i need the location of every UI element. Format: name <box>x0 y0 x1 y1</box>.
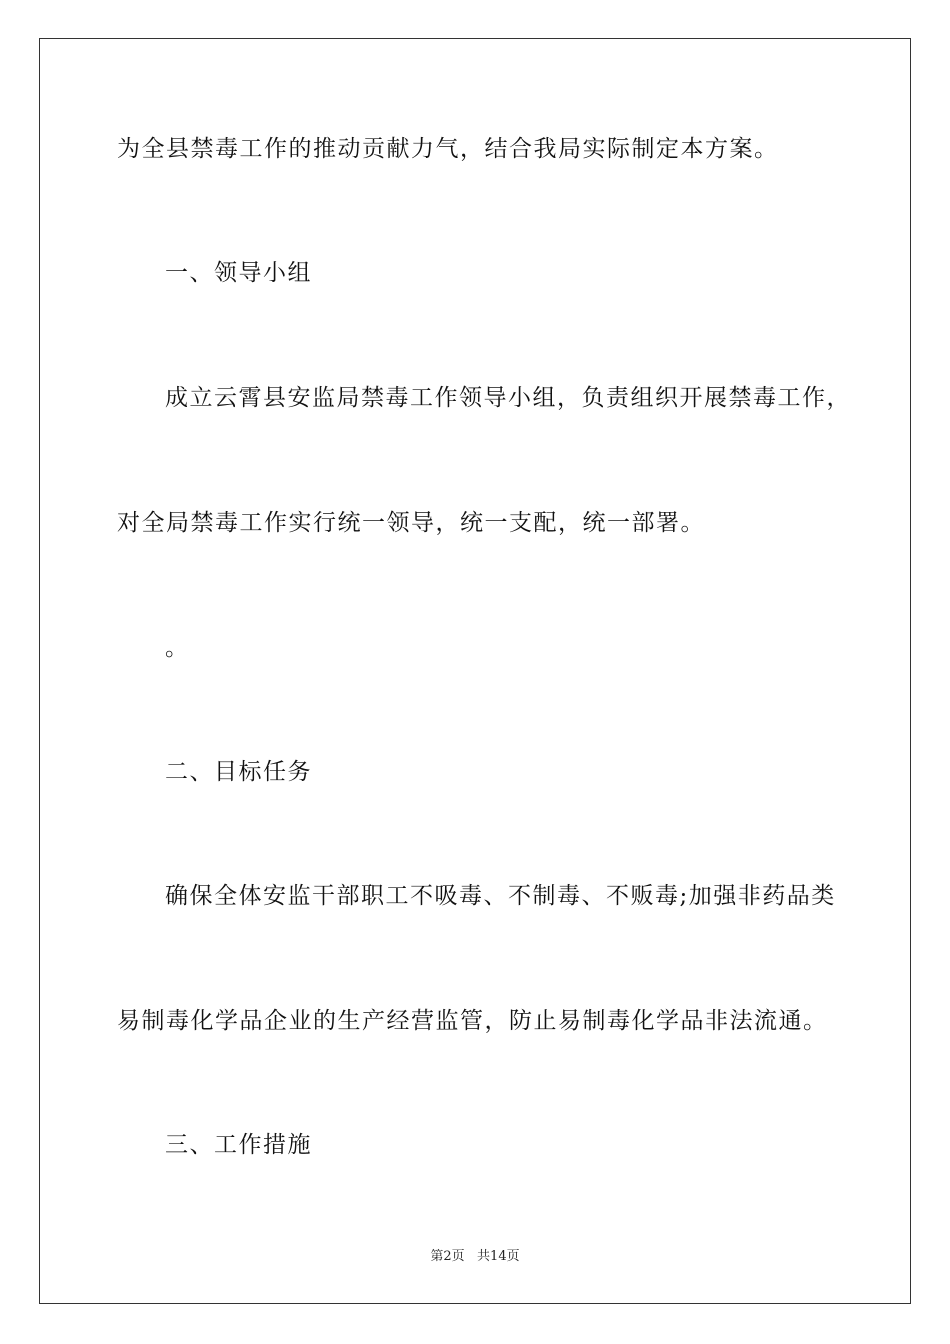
body-text-line: 对全局禁毒工作实行统一领导，统一支配，统一部署。 <box>117 510 705 536</box>
section-heading-leadership: 一、领导小组 <box>165 260 312 286</box>
section-heading-measures: 三、工作措施 <box>165 1132 312 1158</box>
body-text-line: 确保全体安监干部职工不吸毒、不制毒、不贩毒;加强非药品类 <box>165 883 836 909</box>
body-text-line: 为全县禁毒工作的推动贡献力气，结合我局实际制定本方案。 <box>117 136 779 162</box>
body-text-line: 易制毒化学品企业的生产经营监管，防止易制毒化学品非法流通。 <box>117 1008 828 1034</box>
body-text-line: 成立云霄县安监局禁毒工作领导小组，负责组织开展禁毒工作， <box>165 385 851 411</box>
section-heading-goals: 二、目标任务 <box>165 759 312 785</box>
page-border <box>39 38 911 1304</box>
body-text-line: 。 <box>165 635 190 661</box>
page-number-footer: 第2页 共14页 <box>430 1249 520 1264</box>
